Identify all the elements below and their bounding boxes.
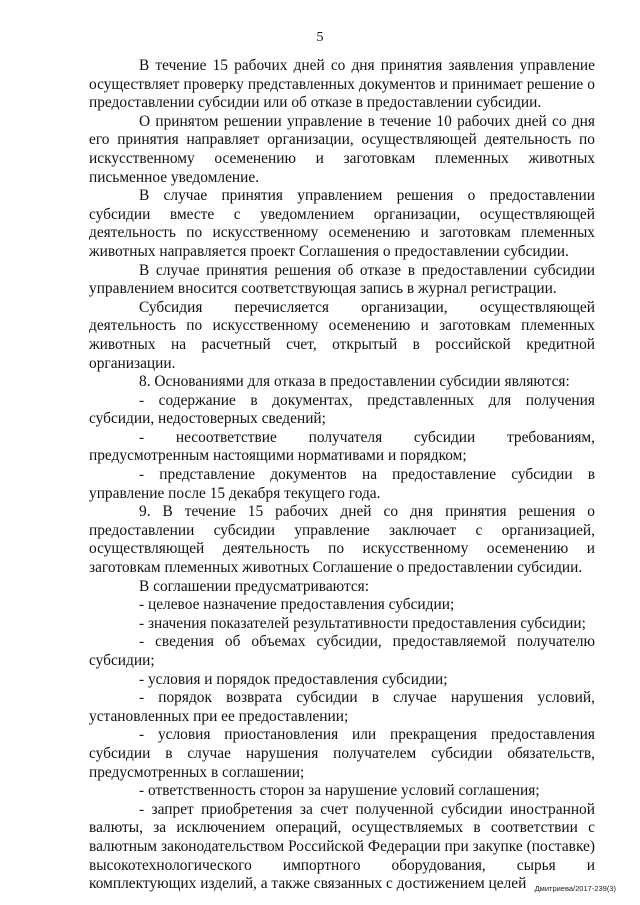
list-item-unreliable-info: - содержание в документах, представленных для получения субсидии, недостоверных сведений; [89,391,595,428]
page-number: 5 [316,30,324,45]
list-item-performance-indicators: - значения показателей результативности предоставления субсидии; [139,614,586,632]
footer-document-code: Дмитриева/2017-239(3) [534,884,616,893]
list-item-liability: - ответственность сторон за нарушение условий соглашения; [139,782,540,800]
paragraph-refusal-grounds-heading: 8. Основаниями для отказа в предоставлении субсидии являются: [139,373,570,391]
paragraph-agreement-draft: В случае принятия управлением решения о предоставлении субсидии вместе с уведомлением организации, осуществляющей деятельность по искусственному осеменению и заготовкам племенных животных направляется проект Соглашения о предоставлении субсидии. [89,187,595,260]
paragraph-decision-notice: О принятом решении управление в течение 10 рабочих дней со дня его принятия направляет организации, осуществляющей деятельность по искусственному осеменению и заготовкам племенных животных письменное уведомление. [89,112,595,186]
paragraph-transfer: Субсидия перечисляется организации, осуществляющей деятельность по искусственному осеменению и заготовкам племенных животных на расчетный счет, открытый в российской кредитной организации. [89,298,595,372]
list-item-currency-ban: - запрет приобретения за счет полученной субсидии иностранной валюты, за исключением операций, осуществляемых в соответствии с валютным законодательством Российской Федерации при закупке (поставке) высокотехнологического импортного оборудования, сырья и комплектующих изделий, а также связанных с достижением целей [89,800,595,893]
document-body [89,57,595,894]
list-item-refund-procedure: - порядок возврата субсидии в случае нарушения условий, установленных при ее предоставлении; [89,689,595,725]
paragraph-refusal-record: В случае принятия решения об отказе в предоставлении субсидии управлением вносится соответствующая запись в журнал регистрации. [89,261,595,298]
list-item-conditions: - условия и порядок предоставления субсидии; [139,670,448,688]
paragraph-review-period: В течение 15 рабочих дней со дня принятия заявления управление осуществляет проверку представленных документов и принимает решение о предоставлении субсидии или об отказе в предоставлении субсидии. [89,57,595,112]
list-item-nonconformity: - несоответствие получателя субсидии требованиям, предусмотренным настоящими нормативами и порядком; [89,428,595,465]
list-item-late-submission: - представление документов на предоставление субсидии в управление после 15 декабря текущего года. [89,466,595,502]
list-item-target-purpose: - целевое назначение предоставления субсидии; [139,596,455,614]
list-item-subsidy-volume: - сведения об объемах субсидии, предоставляемой получателю субсидии; [89,633,595,669]
paragraph-agreement-conclusion: 9. В течение 15 рабочих дней со дня принятия решения о предоставлении субсидии управление заключает с организацией, осуществляющей деятельность по искусственному осеменению и заготовкам племенных животных Соглашение о предоставлении субсидии. [89,503,595,577]
paragraph-agreement-terms-heading: В соглашении предусматриваются: [139,577,370,595]
list-item-suspension: - условия приостановления или прекращения предоставления субсидии в случае нарушения получателем субсидии обязательств, предусмотренных в соглашении; [89,726,595,781]
